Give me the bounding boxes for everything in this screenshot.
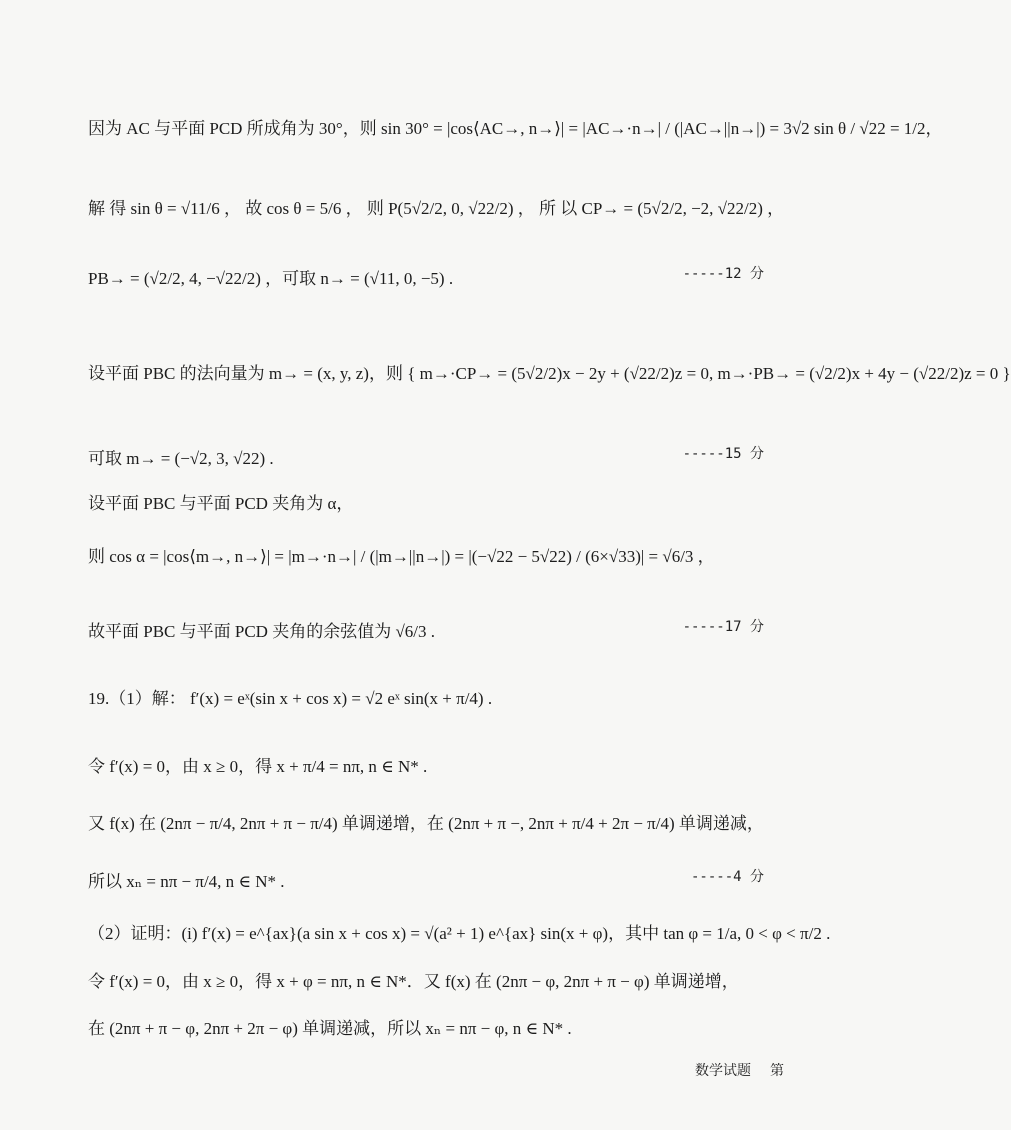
line-conclusion: 故平面 PBC 与平面 PCD 夹角的余弦值为 √6/3 . [88,622,436,641]
line-f-prime-zero-2: 令 f′(x) = 0，由 x ≥ 0，得 x + φ = nπ, n ∈ N*．又 f(x) 在 (2nπ − φ, 2nπ + π − φ) 单调递增， [88,972,739,991]
line-cos-alpha: 则 cos α = |cos⟨m→, n→⟩| = |m→·n→| / (|m→||n→|) = |(−√22 − 5√22) / (6×√33)| = √6/3 ， [88,547,715,566]
score-15: -----15 分 [682,446,764,462]
line-xn: 所以 xₙ = nπ − π/4, n ∈ N* . [88,872,285,891]
score-12: -----12 分 [682,266,764,282]
line-angle-alpha: 设平面 PBC 与平面 PCD 夹角为 α， [88,494,354,513]
line-f-prime-zero: 令 f′(x) = 0，由 x ≥ 0，得 x + π/4 = nπ, n ∈ N* . [88,757,428,776]
line-monotonic: 又 f(x) 在 (2nπ − π/4, 2nπ + π − π/4) 单调递增，在 (2nπ + π −, 2nπ + π/4 + 2π − π/4) 单调递减， [88,814,764,833]
footer-page: 第 [770,1063,784,1079]
line-solve-sin: 解 得 sin θ = √11/6 ， 故 cos θ = 5/6 ， 则 P(5√2/2, 0, √22/2) ， 所 以 CP→ = (5√2/2, −2, √22/2) ， [88,199,785,218]
line-normal-pbc: 设平面 PBC 的法向量为 m→ = (x, y, z)，则 { m→·CP→ = (5√2/2)x − 2y + (√22/2)z = 0, m→·PB→ = (√2/2)x + 4y − (√22/2)z = 0 } [88,364,1011,383]
line-decreasing: 在 (2nπ + π − φ, 2nπ + 2π − φ) 单调递减，所以 xₙ = nπ − φ, n ∈ N* . [88,1019,572,1038]
line-19-2: （2）证明：(i) f′(x) = e^{ax}(a sin x + cos x) = √(a² + 1) e^{ax} sin(x + φ)，其中 tan φ = 1/a, 0 < φ < π/2 . [88,924,831,943]
score-4: -----4 分 [690,869,764,885]
line-pb-vector: PB→ = (√2/2, 4, −√22/2) ，可取 n→ = (√11, 0, −5) . [88,269,454,288]
line-m-vector: 可取 m→ = (−√2, 3, √22) . [88,449,274,468]
footer-subject: 数学试题 [695,1063,751,1079]
line-19-1: 19.（1）解： f′(x) = eˣ(sin x + cos x) = √2 eˣ sin(x + π/4) . [88,689,493,708]
score-17: -----17 分 [682,619,764,635]
line-ac-angle: 因为 AC 与平面 PCD 所成角为 30°，则 sin 30° = |cos⟨AC→, n→⟩| = |AC→·n→| / (|AC→||n→|) = 3√2 sin θ / √22 = 1/2， [88,119,943,138]
